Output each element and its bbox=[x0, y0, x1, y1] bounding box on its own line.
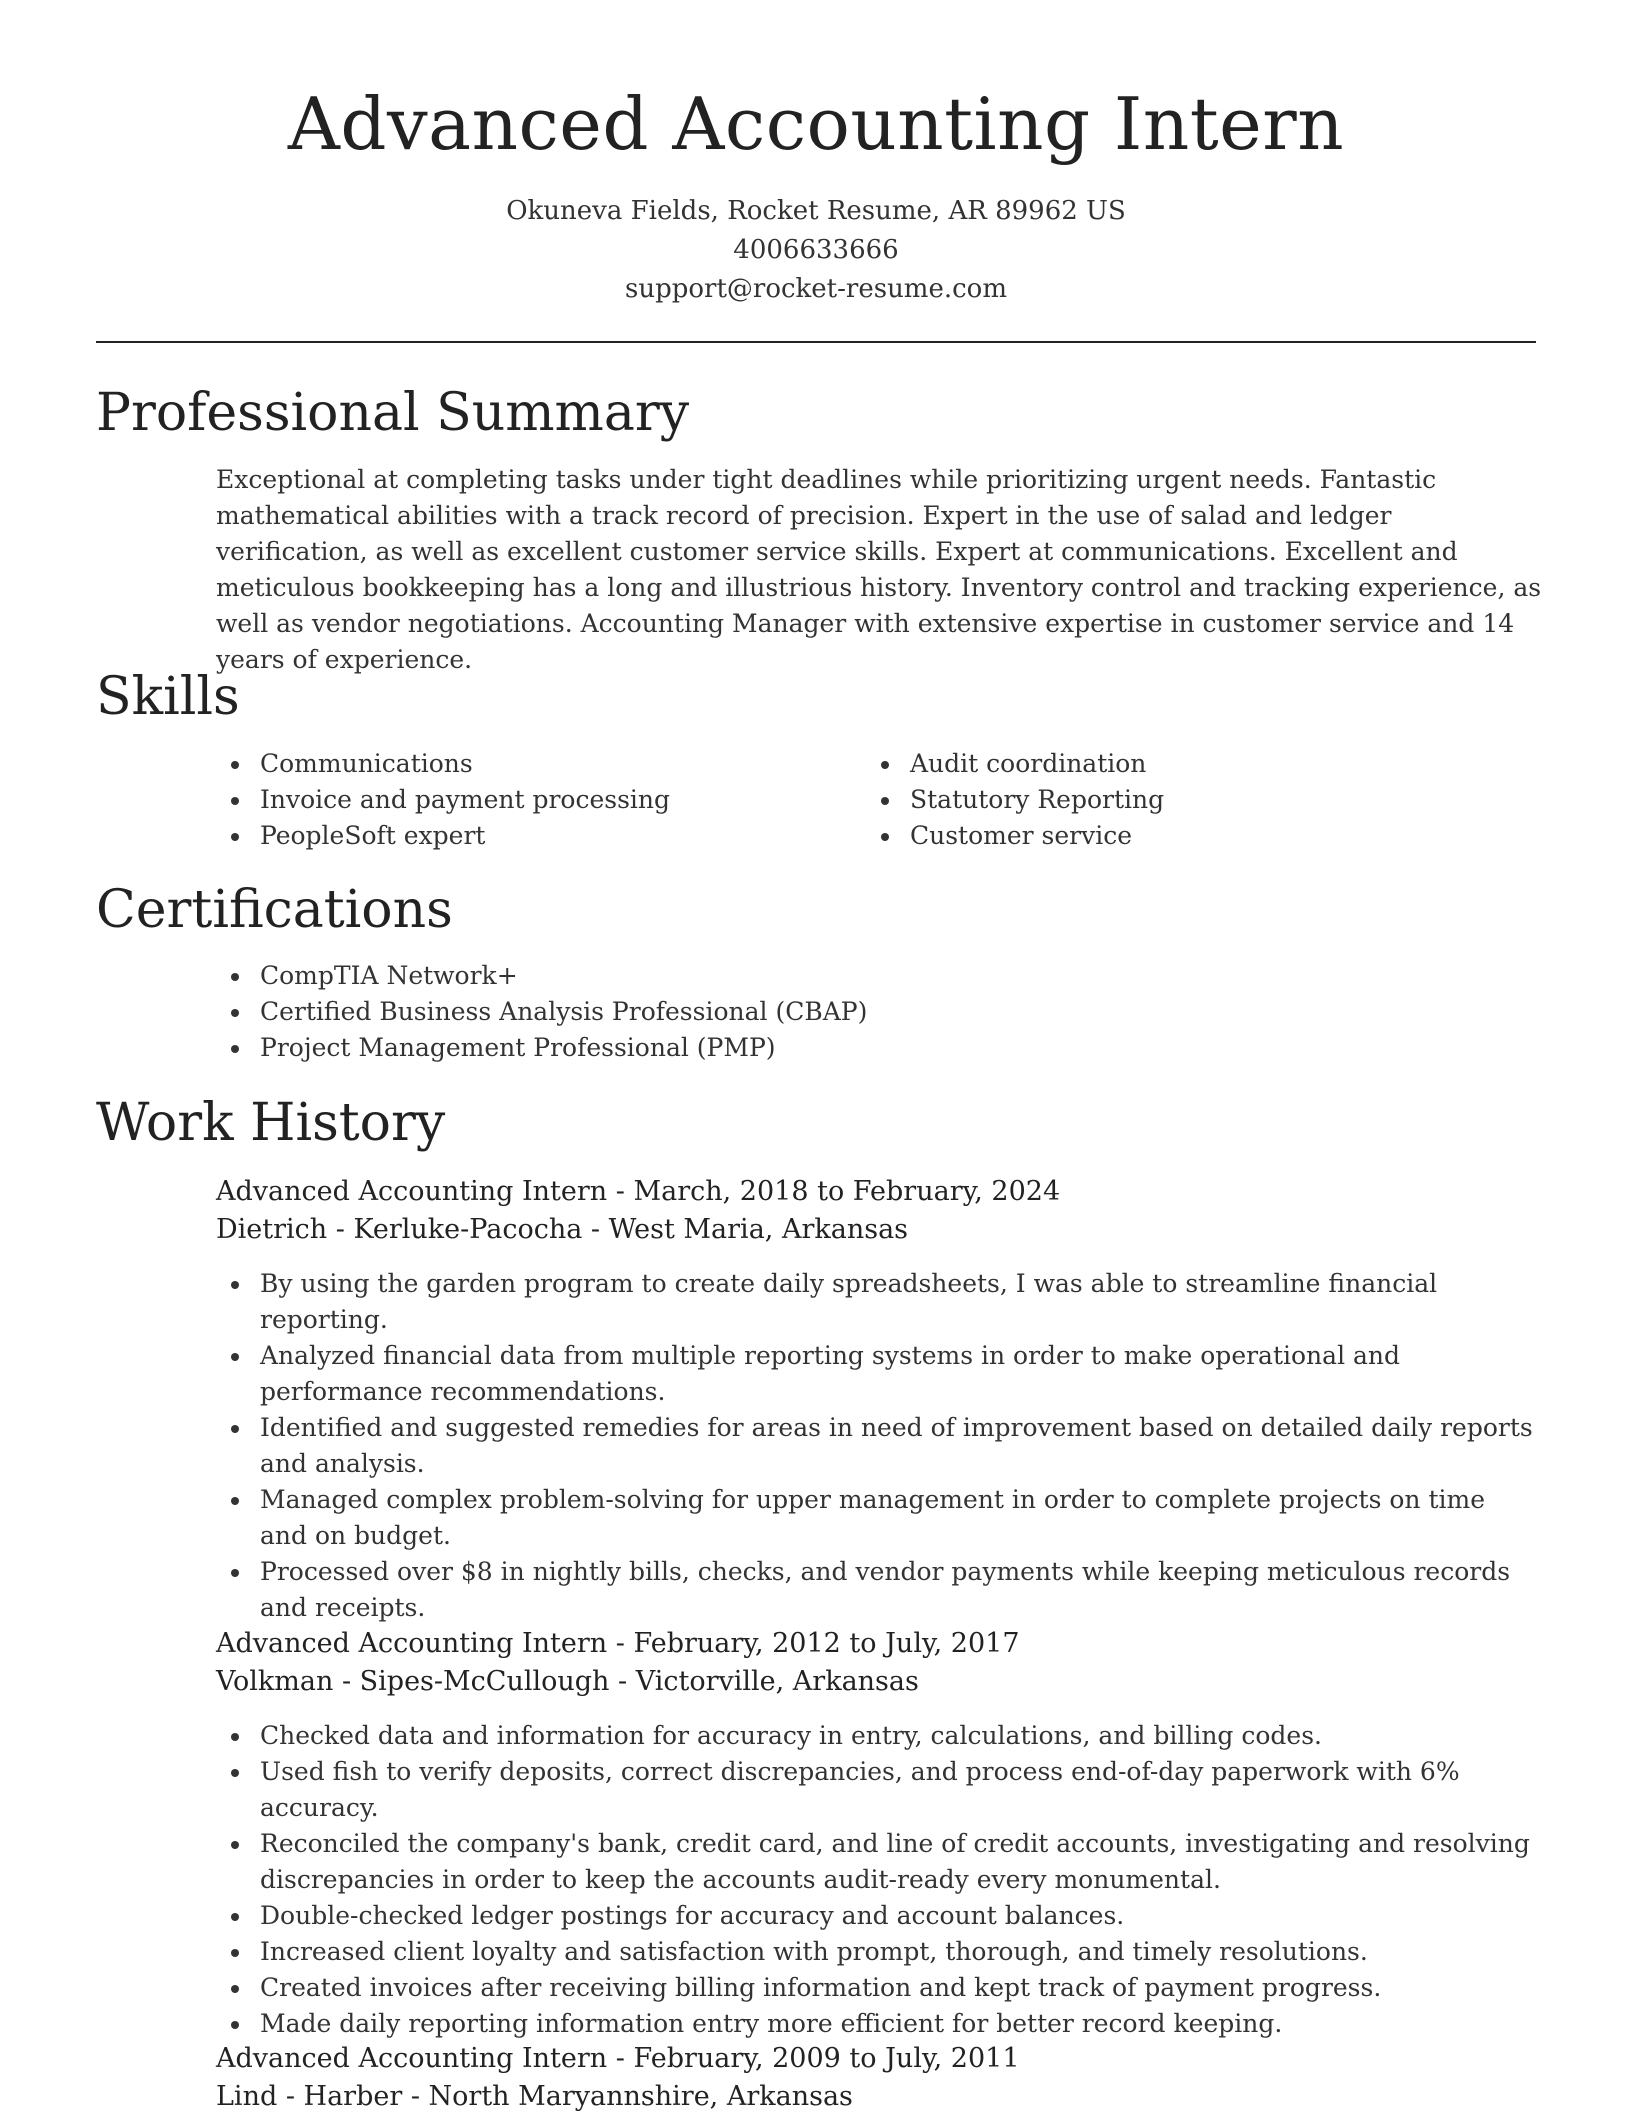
job-bullet: Used fish to verify deposits, correct discrepancies, and process end-of-day paperwork with 6% accuracy. bbox=[216, 1754, 1536, 1826]
job-title-line: Advanced Accounting Intern - March, 2018 to February, 2024 bbox=[216, 1176, 1061, 1207]
job-bullet: Identified and suggested remedies for areas in need of improvement based on detailed daily reports and analysis. bbox=[216, 1410, 1536, 1482]
job-bullets bbox=[216, 1266, 1536, 1626]
summary-text: Exceptional at completing tasks under tight deadlines while prioritizing urgent needs. Fantastic mathematical abilities with a track record of precision. Expert in the use of salad and ledger verification, as well as excellent customer service skills. Expert at communications. Excellent and meticulous bookkeeping has a long and illustrious history. Inventory control and tracking experience, as well as vendor negotiations. Accounting Manager with extensive expertise in customer service and 14 years of experience. bbox=[216, 465, 1542, 674]
work-history-heading: Work History bbox=[96, 1093, 446, 1153]
contact-address: Okuneva Fields, Rocket Resume, AR 89962 US bbox=[506, 196, 1126, 226]
skills-heading: Skills bbox=[96, 667, 240, 727]
certifications-heading: Certifications bbox=[96, 880, 453, 940]
resume-title: Advanced Accounting Intern bbox=[287, 82, 1345, 166]
job-bullet: Managed complex problem-solving for upper management in order to complete projects on time and on budget. bbox=[216, 1482, 1536, 1554]
job-bullet: Made daily reporting information entry more efficient for better record keeping. bbox=[216, 2006, 1536, 2042]
certification-item: Project Management Professional (PMP) bbox=[216, 1030, 1516, 1066]
job-bullet: Analyzed financial data from multiple reporting systems in order to make operational and performance recommendations. bbox=[216, 1338, 1536, 1410]
job-bullet: Created invoices after receiving billing information and kept track of payment progress. bbox=[216, 1970, 1536, 2006]
job-bullets bbox=[216, 1718, 1536, 2042]
contact-email: support@rocket-resume.com bbox=[624, 274, 1007, 304]
skill-item: PeopleSoft expert bbox=[216, 818, 836, 854]
job-bullet: Reconciled the company's bank, credit card, and line of credit accounts, investigating and resolving discrepancies in order to keep the accounts audit-ready every monumental. bbox=[216, 1826, 1536, 1898]
skill-item: Audit coordination bbox=[866, 746, 1486, 782]
job-bullet: Double-checked ledger postings for accuracy and account balances. bbox=[216, 1898, 1536, 1934]
contact-block bbox=[0, 192, 1632, 309]
job-bullet: By using the garden program to create daily spreadsheets, I was able to streamline financial reporting. bbox=[216, 1266, 1536, 1338]
job-title-line: Advanced Accounting Intern - February, 2012 to July, 2017 bbox=[216, 1628, 1020, 1659]
job-title-line: Advanced Accounting Intern - February, 2009 to July, 2011 bbox=[216, 2043, 1020, 2074]
header-divider bbox=[96, 341, 1536, 343]
contact-phone: 4006633666 bbox=[733, 235, 899, 265]
skill-item: Communications bbox=[216, 746, 836, 782]
skill-item: Customer service bbox=[866, 818, 1486, 854]
summary-heading: Professional Summary bbox=[96, 383, 690, 443]
job-bullet: Processed over $8 in nightly bills, checks, and vendor payments while keeping meticulous records and receipts. bbox=[216, 1554, 1536, 1626]
certifications-list bbox=[216, 958, 1516, 1066]
job-bullet: Increased client loyalty and satisfaction with prompt, thorough, and timely resolutions. bbox=[216, 1934, 1536, 1970]
job-bullet: Checked data and information for accuracy in entry, calculations, and billing codes. bbox=[216, 1718, 1536, 1754]
skills-list-right bbox=[866, 746, 1486, 854]
certification-item: CompTIA Network+ bbox=[216, 958, 1516, 994]
job-company-line: Volkman - Sipes-McCullough - Victorville, Arkansas bbox=[216, 1666, 919, 1697]
skills-list-left bbox=[216, 746, 836, 854]
skill-item: Statutory Reporting bbox=[866, 782, 1486, 818]
job-company-line: Dietrich - Kerluke-Pacocha - West Maria, Arkansas bbox=[216, 1214, 909, 1245]
job-company-line: Lind - Harber - North Maryannshire, Arkansas bbox=[216, 2081, 853, 2112]
certification-item: Certified Business Analysis Professional (CBAP) bbox=[216, 994, 1516, 1030]
skill-item: Invoice and payment processing bbox=[216, 782, 836, 818]
